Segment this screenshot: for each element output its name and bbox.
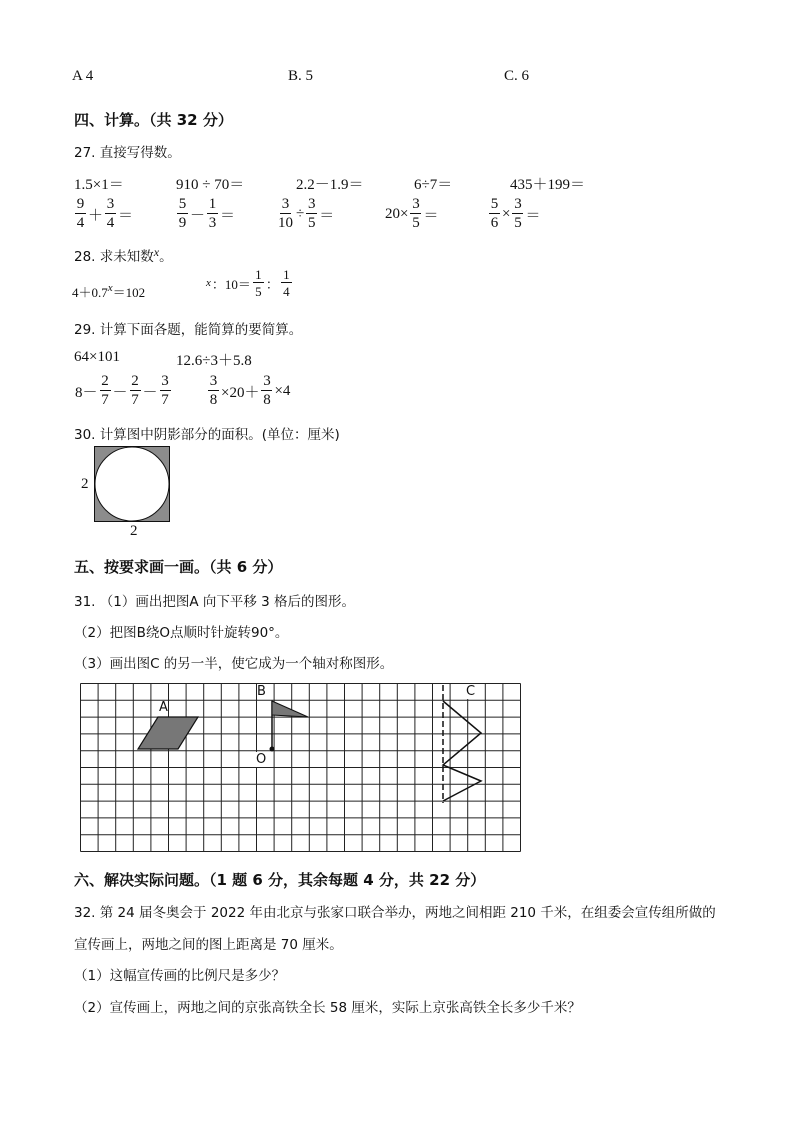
section4-title: 四、计算。（共 32 分） [74, 111, 233, 129]
q29-e1: 64×101 [74, 349, 120, 365]
q30-side-label: 2 [81, 476, 89, 492]
q27-label: 27. 直接写得数。 [74, 145, 181, 161]
q31-part2: （2）把图B绕O点顺时针旋转90°。 [74, 625, 289, 641]
q27-r1-4: 6÷7＝ [414, 177, 453, 193]
q31-part1: 31. （1）画出把图A 向下平移 3 格后的图形。 [74, 594, 356, 610]
label-b: B [257, 684, 266, 699]
q32-sub1: （1）这幅宣传画的比例尺是多少？ [74, 968, 286, 984]
label-a: A [159, 700, 168, 715]
option-b: B. 5 [288, 68, 314, 84]
q29-e4: $\frac{3}{8}$ ×20＋ $\frac{3}{8}$ ×4 [209, 373, 291, 408]
q32-sub2: （2）宣传画上，两地之间的京张高铁全长 58 厘米，实际上京张高铁全长多少千米？ [74, 1000, 581, 1016]
q27-r1-5: 435＋199＝ [510, 177, 586, 193]
q32-line2: 宣传画上，两地之间的图上距离是 70 厘米。 [74, 937, 343, 953]
shaded-square-figure [94, 446, 170, 522]
section6-title: 六、解决实际问题。（1 题 6 分，其余每题 4 分，共 22 分） [74, 871, 486, 889]
q28-eq2: x：10＝ $\frac{1}{5}$ ： $\frac{1}{4}$ [206, 268, 293, 298]
q29-e2: 12.6÷3＋5.8 [176, 353, 252, 369]
q29-label: 29. 计算下面各题，能简算的要简算。 [74, 322, 303, 338]
q28-eq1: $4+0.7^x=102$ [72, 282, 146, 300]
q29-e3: 8－ $\frac{2}{7}$ － $\frac{2}{7}$ － $\frac{3}{7}$ [75, 373, 169, 408]
q32-line1: 32. 第 24 届冬奥会于 2022 年由北京与张家口联合举办，两地之间相距 210 千米，在组委会宣传组所做的 [74, 905, 716, 921]
figure-b-flag [272, 701, 308, 717]
label-o: O [256, 752, 267, 767]
q27-r1-3: 2.2－1.9＝ [296, 177, 364, 193]
q28-label: 28. 求未知数x。 [74, 245, 173, 265]
q27-r1-2: 910 ÷ 70＝ [176, 177, 245, 193]
q27-r2-2: $\frac{5}{9}$ － $\frac{1}{3}$ ＝ [178, 196, 236, 231]
q27-r2-3: $\frac{3}{10}$ ÷ $\frac{3}{5}$ ＝ [278, 196, 335, 231]
option-c: C. 6 [504, 68, 530, 84]
point-o [270, 747, 275, 752]
grid-lines [81, 684, 521, 852]
q27-r2-1: $\frac{9}{4}$ ＋ $\frac{3}{4}$ ＝ [76, 196, 134, 231]
figure-a [138, 717, 198, 749]
option-a: A 4 [72, 68, 94, 84]
q30-bottom-label: 2 [130, 523, 138, 539]
label-c: C [466, 684, 476, 699]
inscribed-circle [95, 447, 169, 521]
q27-r2-4: 20× $\frac{3}{5}$ ＝ [385, 196, 439, 231]
section5-title: 五、按要求画一画。（共 6 分） [74, 558, 283, 576]
q27-r2-5: $\frac{5}{6}$ × $\frac{3}{5}$ ＝ [490, 196, 541, 231]
q30-label: 30. 计算图中阴影部分的面积。(单位：厘米) [74, 427, 340, 443]
q27-r1-1: 1.5×1＝ [74, 177, 124, 193]
drawing-grid [80, 683, 521, 853]
q31-part3: （3）画出图C 的另一半，使它成为一个轴对称图形。 [74, 656, 394, 672]
